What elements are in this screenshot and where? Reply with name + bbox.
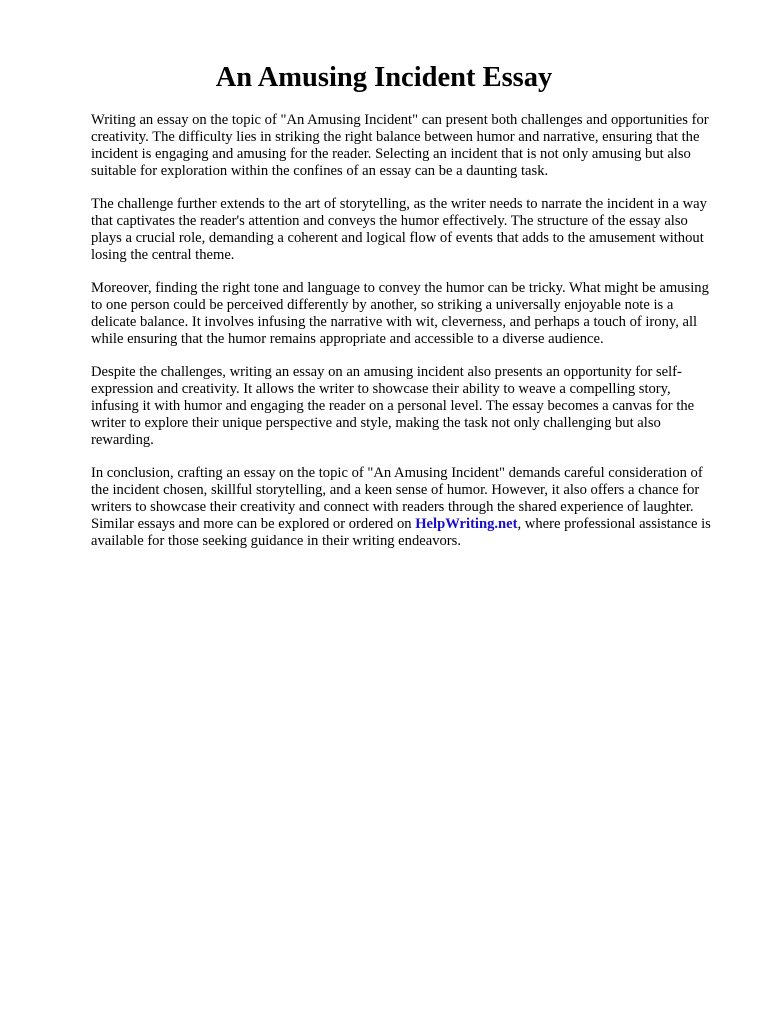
- conclusion-text-before-link: In conclusion, crafting an essay on the topic of "An Amusing Incident" demands careful consideration of the incident chosen, skillful storytelling, and a keen sense of humor. However, it also offers a chance for writers to showcase their creativity and connect with readers through the shared experience of laughter. Similar essays and more can be explored or ordered on: [91, 464, 703, 532]
- conclusion-text-after-link: , where professional assistance is available for those seeking guidance in their writing endeavors.: [91, 515, 711, 549]
- paragraph-3: Moreover, finding the right tone and language to convey the humor can be tricky. What might be amusing to one person could be perceived differently by another, so striking a universally enjoyable note is a delicate balance. It involves infusing the narrative with wit, cleverness, and perhaps a touch of irony, all while ensuring that the humor remains appropriate and accessible to a diverse audience.: [91, 279, 709, 348]
- document-body: [91, 112, 722, 566]
- helpwriting-link[interactable]: HelpWriting.net: [415, 515, 518, 532]
- document-title: An Amusing Incident Essay: [215, 62, 553, 93]
- paragraph-2: The challenge further extends to the art of storytelling, as the writer needs to narrate the incident in a way that captivates the reader's attention and conveys the humor effectively. The structure of the essay also plays a crucial role, demanding a coherent and logical flow of events that adds to the amusement without losing the central theme.: [91, 195, 707, 264]
- paragraph-4: Despite the challenges, writing an essay on an amusing incident also presents an opportunity for self-expression and creativity. It allows the writer to showcase their ability to weave a compelling story, infusing it with humor and engaging the reader on a personal level. The essay becomes a canvas for the writer to explore their unique perspective and style, making the task not only challenging but also rewarding.: [91, 363, 695, 448]
- paragraph-1: Writing an essay on the topic of "An Amusing Incident" can present both challenges and opportunities for creativity. The difficulty lies in striking the right balance between humor and narrative, ensuring that the incident is engaging and amusing for the reader. Selecting an incident that is not only amusing but also suitable for exploration within the confines of an essay can be a daunting task.: [91, 112, 709, 180]
- paragraph-conclusion: [91, 465, 722, 550]
